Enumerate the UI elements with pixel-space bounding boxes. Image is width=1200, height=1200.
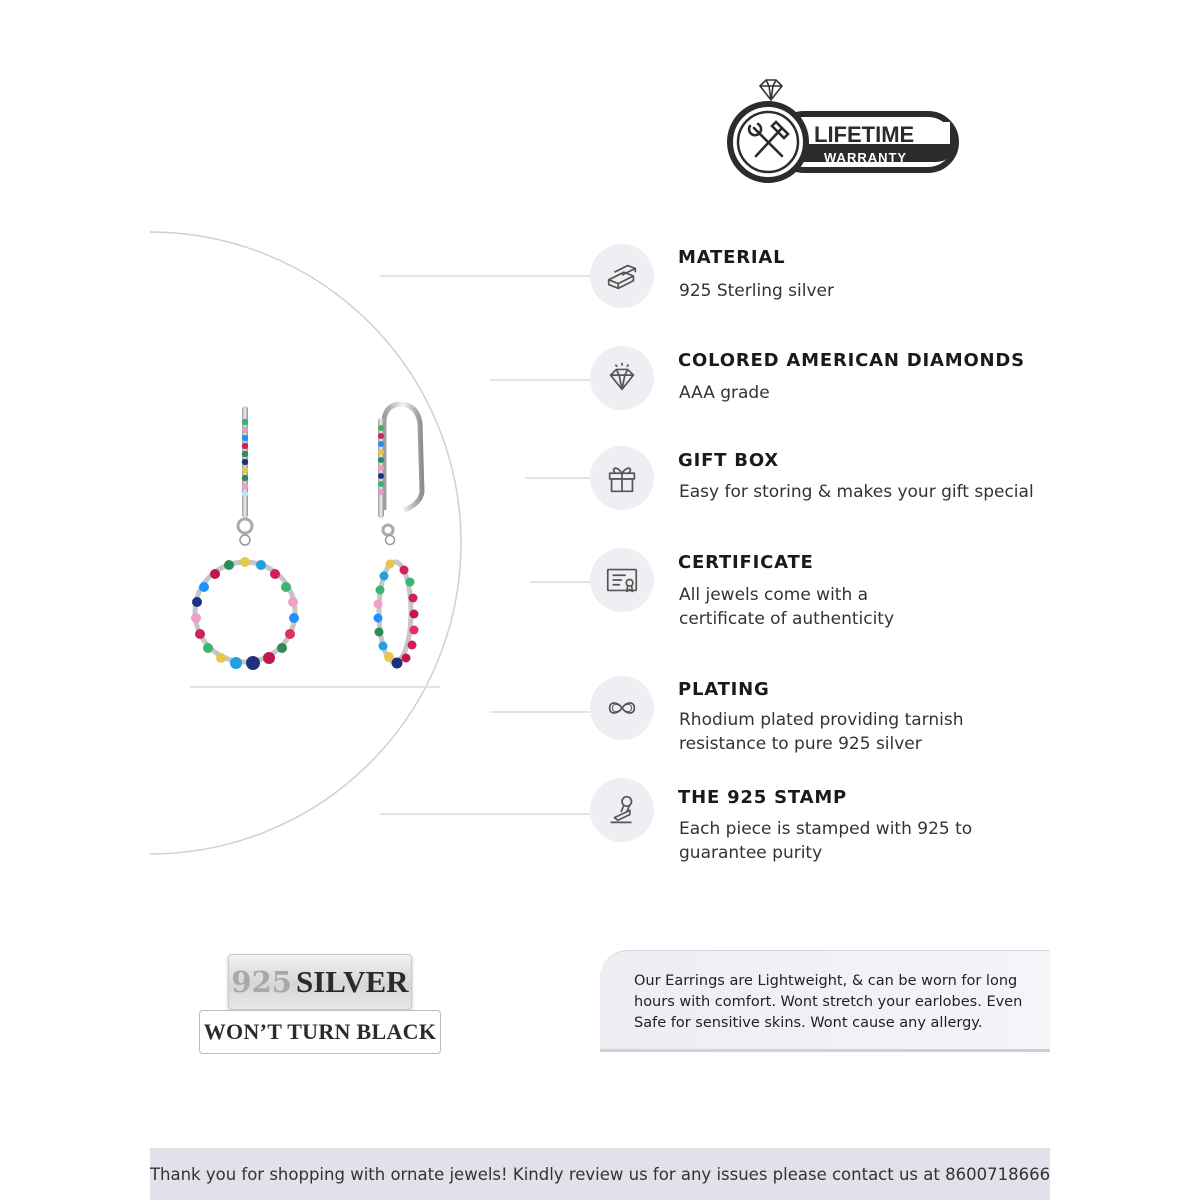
- feature-desc-line1: Each piece is stamped with 925 to: [679, 819, 973, 839]
- wont-turn-black-badge: [199, 1010, 441, 1054]
- feature-title: PLATING: [678, 679, 770, 700]
- note-line-3: Safe for sensitive skins. Wont cause any allergy.: [634, 1015, 983, 1031]
- silver-badge-subtitle: WON’T TURN BLACK: [203, 1019, 437, 1044]
- warranty-line2: WARRANTY: [824, 150, 908, 165]
- feature-desc: 925 Sterling silver: [679, 281, 834, 301]
- feature-desc-line1: Rhodium plated providing tarnish: [679, 710, 964, 730]
- gift-box-icon: [590, 446, 654, 510]
- silver-bars-icon: [590, 244, 654, 308]
- comfort-note: [600, 950, 1050, 1052]
- infinity-icon: [590, 676, 654, 740]
- footer-banner: [150, 1148, 1050, 1200]
- feature-desc: Easy for storing & makes your gift special: [679, 482, 1034, 502]
- warranty-seal-icon: [726, 76, 962, 196]
- note-line-2: hours with comfort. Wont stretch your earlobes. Even: [634, 994, 1023, 1010]
- feature-title: COLORED AMERICAN DIAMONDS: [678, 350, 1025, 371]
- feature-title: GIFT BOX: [678, 450, 779, 471]
- note-line-1: Our Earrings are Lightweight, & can be worn for long: [634, 973, 1018, 989]
- stamp-icon: [590, 778, 654, 842]
- 925-silver-badge: [228, 954, 412, 1010]
- feature-desc-line2: certificate of authenticity: [679, 609, 895, 629]
- lifetime-warranty-badge: [726, 76, 962, 196]
- feature-desc-line1: All jewels come with a: [679, 585, 869, 605]
- feature-title: MATERIAL: [678, 247, 786, 268]
- feature-desc-line2: resistance to pure 925 silver: [679, 734, 922, 754]
- feature-desc: AAA grade: [679, 383, 770, 403]
- feature-title: THE 925 STAMP: [678, 787, 848, 808]
- footer-text: Thank you for shopping with ornate jewels! Kindly review us for any issues please contact us at 8600718666: [149, 1164, 1051, 1184]
- diamond-icon: [590, 346, 654, 410]
- warranty-line1: LIFETIME: [814, 122, 915, 147]
- feature-desc-line2: guarantee purity: [679, 843, 823, 863]
- certificate-icon: [590, 548, 654, 612]
- stone-strip-right: [378, 425, 384, 495]
- silver-badge-number: 925: [231, 965, 292, 999]
- feature-title: CERTIFICATE: [678, 552, 814, 573]
- earrings-image: [190, 400, 450, 700]
- silver-badge-word: SILVER: [295, 964, 409, 999]
